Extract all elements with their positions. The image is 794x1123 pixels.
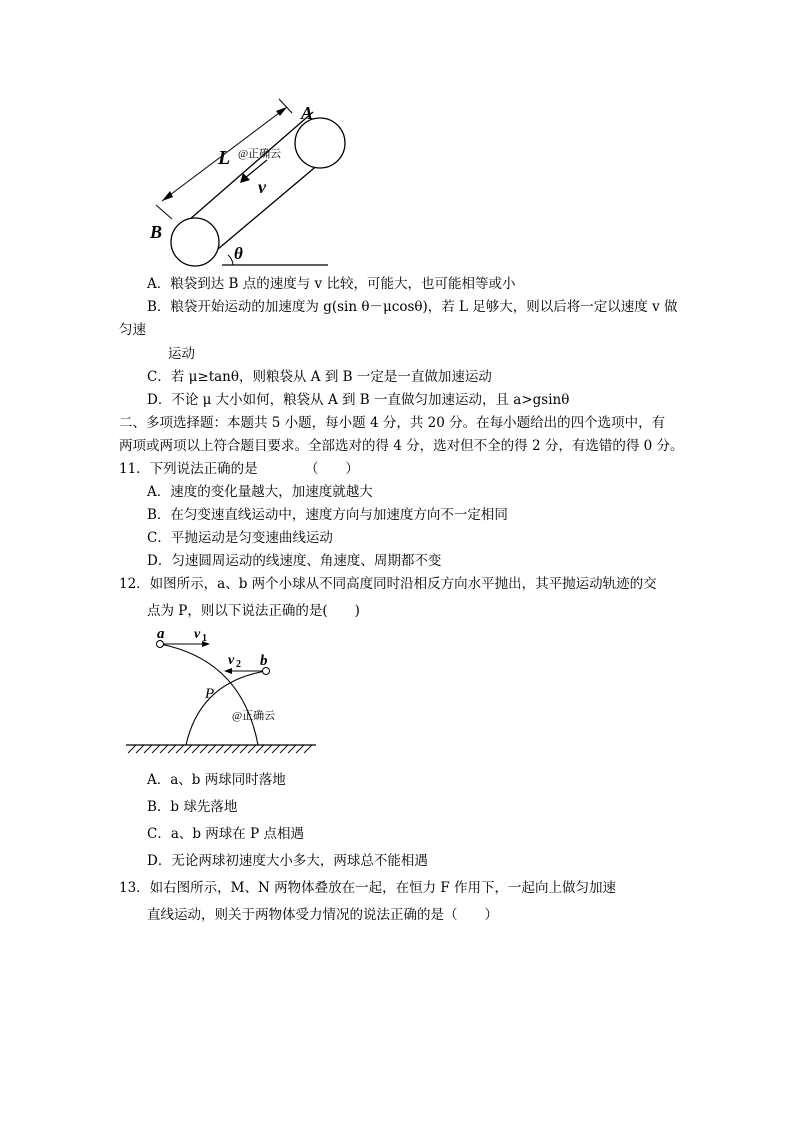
section2-line2: 两项或两项以上符合题目要求。全部选对的得 4 分，选对但不全的得 2 分，有选错的得 0 分。 bbox=[119, 438, 684, 454]
q10-option-b-line1: B．粮袋开始运动的加速度为 g(sin θ－μcosθ)，若 L 足够大，则以后将一定以速度 v 做 bbox=[147, 299, 678, 315]
belt-top-edge bbox=[189, 112, 313, 220]
label-v: v bbox=[258, 177, 266, 197]
belt-bottom-edge bbox=[205, 153, 332, 260]
q11-stem: 11．下列说法正确的是 （ ） bbox=[119, 461, 359, 477]
q11-option-b: B．在匀变速直线运动中，速度方向与加速度方向不一定相同 bbox=[147, 507, 508, 523]
q10-option-d: D．不论 μ 大小如何，粮袋从 A 到 B 一直做匀加速运动，且 a>gsinθ bbox=[147, 392, 570, 408]
q11-option-d: D．匀速圆周运动的线速度、角速度、周期都不变 bbox=[147, 553, 442, 569]
label-v1-subscript: 1 bbox=[202, 633, 207, 644]
dim-tick-B bbox=[156, 205, 172, 219]
q13-stem-line2: 直线运动，则关于两物体受力情况的说法正确的是（ ） bbox=[147, 907, 498, 923]
trajectory-b bbox=[186, 671, 266, 745]
roller-A bbox=[295, 118, 345, 168]
label-P: P bbox=[205, 686, 215, 702]
q12-option-b: B．b 球先落地 bbox=[147, 799, 238, 815]
label-B: B bbox=[150, 222, 163, 242]
conveyor-figure bbox=[140, 95, 360, 275]
label-A: A bbox=[301, 103, 314, 123]
q12-option-a: A．a、b 两球同时落地 bbox=[147, 772, 286, 788]
label-v1: v bbox=[194, 627, 201, 642]
velocity-v2-arrow-head bbox=[224, 668, 232, 674]
dim-arrow-head-B bbox=[162, 191, 173, 201]
q11-option-a: A．速度的变化量越大，加速度就越大 bbox=[147, 484, 373, 500]
q10-option-a: A．粮袋到达 B 点的速度与 v 比较，可能大，也可能相等或小 bbox=[147, 276, 516, 292]
ground-hatching bbox=[128, 745, 312, 753]
q10-option-b-line3: 运动 bbox=[168, 346, 195, 362]
label-b: b bbox=[260, 653, 268, 669]
angle-arc bbox=[228, 255, 233, 265]
section2-line1: 二、多项选择题：本题共 5 小题，每小题 4 分，共 20 分。在每小题给出的四个选项中，有 bbox=[119, 415, 666, 431]
label-a: a bbox=[157, 626, 165, 642]
q13-stem-line1: 13．如右图所示，M、N 两物体叠放在一起，在恒力 F 作用下，一起向上做匀加速 bbox=[119, 880, 617, 896]
q12-stem-line2: 点为 P，则以下说法正确的是( ) bbox=[147, 603, 360, 619]
q10-option-b-line2: 匀速 bbox=[119, 322, 146, 338]
projectile-figure bbox=[120, 622, 320, 757]
roller-B bbox=[171, 218, 219, 266]
label-L: L bbox=[218, 147, 231, 169]
q12-option-c: C．a、b 两球在 P 点相遇 bbox=[147, 826, 304, 842]
label-v2-subscript: 2 bbox=[236, 659, 241, 670]
q12-option-d: D．无论两球初速度大小多大，两球总不能相遇 bbox=[147, 853, 428, 869]
q12-stem-line1: 12．如图所示，a、b 两个小球从不同高度同时沿相反方向水平抛出，其平抛运动轨迹的交 bbox=[119, 576, 657, 592]
q11-option-c: C．平抛运动是匀变速曲线运动 bbox=[147, 530, 333, 546]
watermark: @正确云 bbox=[232, 710, 276, 722]
watermark: @正确云 bbox=[238, 148, 282, 160]
q10-option-c: C．若 μ≥tanθ，则粮袋从 A 到 B 一定是一直做加速运动 bbox=[147, 369, 492, 385]
label-theta: θ bbox=[234, 244, 243, 263]
label-v2: v bbox=[228, 653, 235, 668]
